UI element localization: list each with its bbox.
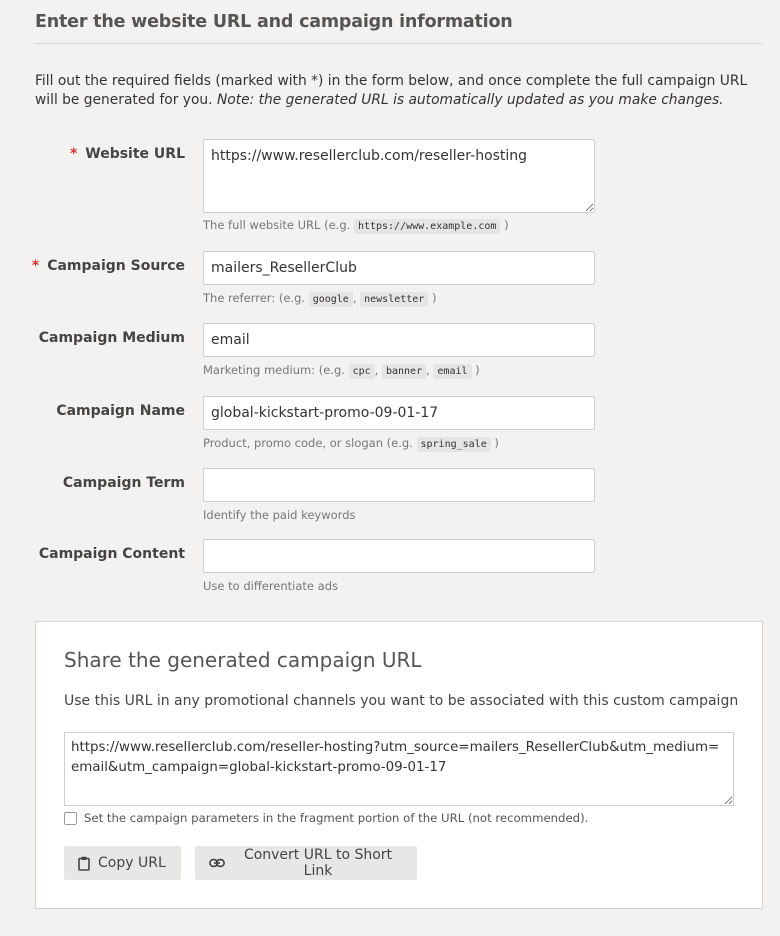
- generated-url-field[interactable]: [64, 732, 734, 806]
- convert-short-link-label: Convert URL to Short Link: [243, 847, 393, 879]
- help-suffix: ): [504, 218, 509, 232]
- share-description: Use this URL in any promotional channels you want to be associated with this custom campaign: [64, 693, 739, 709]
- campaign-name-help: [203, 436, 499, 450]
- intro-main: Fill out the required fields (marked with *) in the form below, and once complete the full campaign URL will be generated for you.: [35, 73, 748, 108]
- campaign-name-label: Campaign Name: [56, 403, 185, 419]
- campaign-source-help: The referrer: (e.g. google , newsletter ): [203, 291, 437, 305]
- help-prefix: Marketing medium: (e.g.: [203, 363, 345, 377]
- required-marker: *: [31, 258, 40, 274]
- campaign-name-field[interactable]: [203, 396, 595, 430]
- help-example-code: https://www.example.com: [354, 219, 500, 234]
- fragment-checkbox[interactable]: [64, 812, 77, 825]
- help-prefix: The referrer: (e.g.: [203, 291, 306, 305]
- campaign-medium-label: Campaign Medium: [38, 330, 185, 346]
- help-example-code: spring_sale: [417, 437, 491, 452]
- campaign-medium-help: Marketing medium: (e.g. cpc , banner , email ): [203, 363, 480, 377]
- help-example-code: cpc: [349, 364, 375, 379]
- help-suffix: ): [475, 363, 480, 377]
- campaign-content-field[interactable]: [203, 539, 595, 573]
- campaign-content-label: Campaign Content: [38, 546, 185, 562]
- section-title: Enter the website URL and campaign information: [35, 12, 513, 32]
- website-url-field[interactable]: [203, 139, 595, 213]
- help-example-code: newsletter: [360, 292, 428, 307]
- campaign-medium-field[interactable]: [203, 323, 595, 357]
- help-prefix: Product, promo code, or slogan (e.g.: [203, 436, 413, 450]
- title-divider: [35, 43, 763, 44]
- help-suffix: ): [494, 436, 499, 450]
- help-suffix: ): [432, 291, 437, 305]
- campaign-term-label: Campaign Term: [62, 475, 185, 491]
- link-icon: [209, 858, 225, 868]
- help-prefix: The full website URL (e.g.: [203, 218, 351, 232]
- copy-url-label: Copy URL: [98, 855, 166, 871]
- website-url-label-text: Website URL: [85, 146, 185, 162]
- copy-url-button[interactable]: [64, 846, 181, 880]
- required-marker: *: [69, 146, 78, 162]
- campaign-source-field[interactable]: [203, 251, 595, 285]
- website-url-label: [70, 146, 185, 162]
- website-url-help: [203, 218, 509, 232]
- campaign-term-help: Identify the paid keywords: [203, 508, 356, 522]
- share-panel: [35, 621, 763, 909]
- help-example-code: google: [309, 292, 353, 307]
- campaign-source-label-text: Campaign Source: [47, 258, 185, 274]
- campaign-content-help: Use to differentiate ads: [203, 579, 339, 593]
- convert-short-link-button[interactable]: [195, 846, 417, 880]
- help-example-code: banner: [382, 364, 426, 379]
- campaign-term-field[interactable]: [203, 468, 595, 502]
- share-title: Share the generated campaign URL: [64, 648, 422, 672]
- intro-note: Note: the generated URL is automatically updated as you make changes.: [216, 92, 724, 108]
- intro-text: [35, 72, 763, 110]
- fragment-checkbox-label: Set the campaign parameters in the fragment portion of the URL (not recommended).: [84, 811, 589, 825]
- fragment-option[interactable]: [64, 811, 588, 825]
- clipboard-icon: [78, 856, 90, 871]
- campaign-source-label: [32, 258, 185, 274]
- help-example-code: email: [433, 364, 471, 379]
